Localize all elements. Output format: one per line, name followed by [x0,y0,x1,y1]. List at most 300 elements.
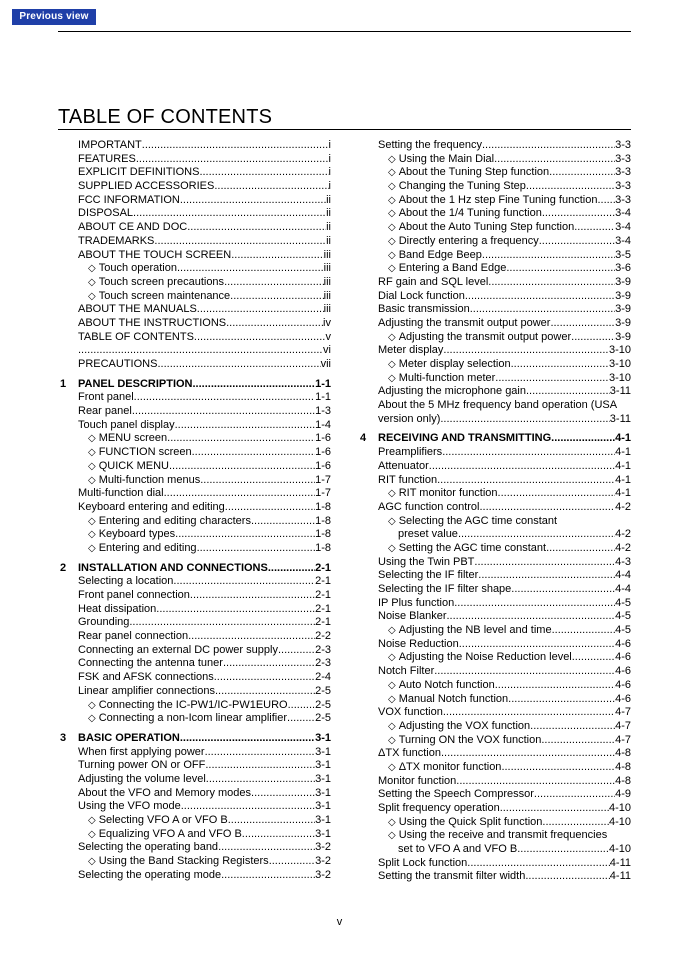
toc-entry-page: 3-1 [315,772,331,785]
diamond-bullet-icon: ◇ [388,208,396,220]
diamond-bullet-icon: ◇ [388,816,396,828]
toc-entry[interactable] [378,317,631,331]
toc-entry[interactable] [378,235,631,249]
toc-entry[interactable] [78,331,331,345]
toc-entry[interactable] [378,474,631,488]
toc-entry-title: Selecting the operating mode [78,868,222,881]
toc-entry-title: Touch screen precautions [98,275,225,288]
toc-entry-title: Entering a Band Edge [398,262,507,275]
toc-entry[interactable] [78,419,331,433]
dot-leader [188,630,315,644]
toc-entry-page: 3-6 [615,262,631,275]
toc-entry[interactable] [378,487,631,501]
toc-entry-title: FCC INFORMATION [78,193,180,206]
toc-entry-page: 4-4 [615,569,631,582]
dot-leader [193,378,316,392]
toc-entry-page: 2-3 [315,657,331,670]
toc-entry[interactable] [78,194,331,208]
toc-entry-title: Front panel [78,391,134,404]
toc-entry[interactable] [78,391,331,405]
section-number: 2 [60,561,67,574]
dot-leader [454,597,615,611]
toc-entry-page: 1-6 [315,432,331,445]
toc-entry-title: Changing the Tuning Step [398,180,526,193]
toc-entry-title: Selecting the operating band [78,841,219,854]
toc-entry[interactable] [78,575,331,589]
dot-leader [541,734,615,748]
toc-entry-title: About the VFO and Memory modes [78,786,252,799]
toc-entry-title: Adjusting the transmit output power [398,330,572,343]
dot-leader [552,624,616,638]
toc-entry[interactable] [378,460,631,474]
toc-entry-page: 3-11 [609,412,631,425]
diamond-bullet-icon: ◇ [88,474,96,486]
toc-entry-page: 3-9 [615,303,631,316]
dot-leader [175,419,315,433]
toc-entry[interactable] [378,528,631,542]
dot-leader [205,759,315,773]
toc-entry-page: 4-2 [615,528,631,541]
dot-leader [482,139,615,153]
toc-entry[interactable] [78,515,331,529]
toc-entry-title: Connecting the antenna tuner [78,657,223,670]
toc-entry-title: Multi-function meter [398,371,496,384]
toc-entry-page: 3-4 [615,221,631,234]
dot-leader [571,331,615,345]
toc-entry[interactable] [378,385,631,399]
dot-leader [572,651,615,665]
toc-entry-title: Monitor function [378,774,457,787]
toc-entry-title: ABOUT CE AND DOC [78,221,188,234]
toc-entry[interactable] [378,372,631,386]
toc-entry-title: RF gain and SQL level [378,275,489,288]
toc-entry-page: 3-9 [615,316,631,329]
toc-entry-title: Selecting the IF filter [378,569,479,582]
toc-entry[interactable] [78,542,331,556]
toc-entry[interactable] [78,474,331,488]
toc-entry-title: Using the Main Dial [398,152,495,165]
toc-entry-page: 3-9 [615,289,631,302]
toc-entry[interactable] [78,262,331,276]
dot-leader [511,358,609,372]
toc-entry-page: 4-5 [615,596,631,609]
diamond-bullet-icon: ◇ [388,720,396,732]
toc-entry-title: Using the VFO mode [78,800,181,813]
toc-entry-title: TABLE OF CONTENTS [78,330,194,343]
toc-entry[interactable] [378,693,631,707]
toc-entry[interactable] [78,235,331,249]
toc-entry-title: Turning power ON or OFF [78,759,206,772]
dot-leader [175,528,315,542]
toc-entry-title: Connecting an external DC power supply [78,643,278,656]
toc-entry[interactable] [378,556,631,570]
toc-entry[interactable] [378,221,631,235]
toc-entry-page: 3-3 [615,139,631,151]
dot-leader [459,638,615,652]
toc-entry-page: 1-8 [315,541,331,554]
dot-leader [164,487,316,501]
dot-leader [550,317,615,331]
toc-entry[interactable] [78,603,331,617]
dot-leader [443,344,609,358]
toc-entry-title: About the 1 Hz step Fine Tuning function [398,193,598,206]
toc-entry-title: ABOUT THE TOUCH SCREEN [78,248,232,261]
toc-entry-title: Touch screen maintenance [98,289,231,302]
toc-entry-title: Band Edge Beep [398,248,482,261]
toc-entry-title: Connecting the IC-PW1/IC-PW1EURO [98,698,288,711]
dot-leader [214,180,328,194]
toc-entry-title: Auto Notch function [398,678,495,691]
toc-entry-page: 1-6 [315,446,331,459]
toc-entry-page: i [328,166,331,179]
diamond-bullet-icon: ◇ [88,515,96,527]
dot-leader [456,775,615,789]
toc-entry[interactable] [378,857,631,871]
toc-entry[interactable] [78,276,331,290]
toc-entry[interactable] [378,331,631,345]
toc-entry-title: Linear amplifier connections [78,684,215,697]
dot-leader [129,616,315,630]
toc-entry[interactable] [378,542,631,556]
toc-entry[interactable] [78,746,331,760]
toc-entry-title: When first applying power [78,745,205,758]
toc-entry[interactable] [78,344,331,358]
dot-leader [498,487,616,501]
toc-entry-page: 1-3 [315,405,331,418]
toc-entry-page: iii [323,289,331,302]
diamond-bullet-icon: ◇ [88,542,96,554]
diamond-bullet-icon: ◇ [388,181,396,193]
dot-leader [607,829,631,843]
toc-entry[interactable] [78,671,331,685]
toc-entry[interactable] [78,460,331,474]
toc-entry-title: Multi-function menus [98,473,201,486]
dot-leader [136,153,329,167]
toc-entry[interactable] [78,589,331,603]
toc-entry[interactable] [78,249,331,263]
toc-entry-page: 4-4 [615,583,631,595]
page-number: v [336,916,343,928]
toc-entry[interactable] [78,501,331,515]
toc-section-entry[interactable] [60,377,331,392]
toc-entry[interactable] [78,855,331,869]
diamond-bullet-icon: ◇ [88,856,96,868]
toc-entry[interactable] [78,303,331,317]
toc-entry[interactable] [78,432,331,446]
toc-entry[interactable] [378,583,631,597]
toc-entry[interactable] [78,153,331,167]
dot-leader [142,139,329,153]
diamond-bullet-icon: ◇ [88,263,96,275]
toc-entry[interactable] [78,699,331,713]
toc-entry-page: 4-9 [615,788,631,801]
dot-leader [231,249,323,263]
toc-entry[interactable] [78,317,331,331]
toc-entry[interactable] [378,413,631,427]
toc-entry-title: Selecting the AGC time constant [398,514,558,527]
toc-entry[interactable] [78,207,331,221]
diamond-bullet-icon: ◇ [88,460,96,472]
toc-entry[interactable] [378,515,631,529]
dot-leader [437,474,615,488]
toc-entry[interactable] [378,569,631,583]
toc-entry-page: 4-6 [615,637,631,650]
toc-entry[interactable] [378,802,631,816]
diamond-bullet-icon: ◇ [388,331,396,343]
diamond-bullet-icon: ◇ [88,290,96,302]
toc-entry[interactable] [378,249,631,263]
toc-entry[interactable] [378,665,631,679]
toc-entry-title: PANEL DESCRIPTION [78,377,193,390]
diamond-bullet-icon: ◇ [388,222,396,234]
diamond-bullet-icon: ◇ [388,488,396,500]
dot-leader [251,787,315,801]
dot-leader [167,432,315,446]
dot-leader [549,166,615,180]
toc-entry[interactable] [378,207,631,221]
toc-entry[interactable] [378,624,631,638]
toc-entry[interactable] [378,153,631,167]
toc-entry-page: 3-4 [615,234,631,247]
diamond-bullet-icon: ◇ [88,699,96,711]
toc-entry-title: QUICK MENU [98,459,169,472]
toc-entry[interactable] [78,290,331,304]
toc-entry[interactable] [78,828,331,842]
dot-leader [440,413,609,427]
toc-entry[interactable] [378,761,631,775]
toc-entry-title: Manual Notch function [398,692,509,705]
toc-entry-title: FSK and AFSK connections [78,671,214,684]
dot-leader [443,706,615,720]
toc-entry[interactable] [378,638,631,652]
toc-entry[interactable] [78,644,331,658]
dot-leader [434,665,615,679]
toc-entry-title: About the Auto Tuning Step function [398,221,575,234]
dot-leader [495,372,609,386]
toc-section-entry[interactable] [60,731,331,746]
toc-entry[interactable] [78,616,331,630]
dot-leader [557,515,631,529]
toc-entry-page: 3-3 [615,166,631,179]
dot-leader [228,814,315,828]
toc-entry[interactable] [378,720,631,734]
dot-leader [511,583,615,597]
toc-entry-page: 2-5 [315,698,331,711]
toc-entry[interactable] [378,788,631,802]
toc-entry-title: INSTALLATION AND CONNECTIONS [78,561,268,574]
toc-entry-page: 2-1 [315,561,331,574]
toc-entry[interactable] [378,734,631,748]
dot-leader [173,575,315,589]
toc-entry[interactable] [78,869,331,883]
toc-entry[interactable] [378,180,631,194]
toc-entry-title: Meter display selection [398,358,511,370]
dot-leader [214,671,315,685]
dot-leader [467,857,610,871]
toc-entry-title: BASIC OPERATION [78,731,180,744]
toc-entry-page: 3-9 [615,330,631,343]
toc-entry-title: DISPOSAL [78,207,134,220]
dot-leader [251,515,315,529]
toc-entry-title: version only) [378,412,441,425]
toc-entry[interactable] [378,399,631,413]
toc-entry[interactable] [78,139,331,153]
toc-entry-title: Adjusting the transmit output power [378,316,551,329]
toc-entry-title: Keyboard entering and editing [78,500,225,513]
toc-entry[interactable] [378,775,631,789]
toc-entry[interactable] [78,800,331,814]
toc-entry[interactable] [78,358,331,372]
toc-entry-page: ii [326,234,331,247]
toc-entry[interactable] [78,180,331,194]
toc-entry[interactable] [78,685,331,699]
dot-leader [215,685,315,699]
dot-leader [226,317,323,331]
previous-view-button[interactable]: Previous view [12,9,96,25]
dot-leader [526,180,615,194]
toc-entry[interactable] [378,610,631,624]
toc-entry[interactable] [378,747,631,761]
dot-leader [269,855,315,869]
dot-leader [539,235,615,249]
toc-entry[interactable] [78,657,331,671]
toc-entry-title: TRADEMARKS [78,234,155,247]
diamond-bullet-icon: ◇ [388,830,396,842]
diamond-bullet-icon: ◇ [388,194,396,206]
toc-entry-page: 4-8 [615,747,631,760]
toc-entry-page: 3-10 [608,358,631,370]
diamond-bullet-icon: ◇ [388,652,396,664]
toc-entry[interactable] [78,814,331,828]
dot-leader [134,391,315,405]
toc-entry[interactable] [378,276,631,290]
diamond-bullet-icon: ◇ [388,515,396,527]
toc-entry[interactable] [78,712,331,726]
toc-entry[interactable] [378,262,631,276]
toc-entry[interactable] [78,773,331,787]
toc-entry-page: iii [323,262,331,275]
diamond-bullet-icon: ◇ [88,276,96,288]
dot-leader [133,207,326,221]
toc-section-entry[interactable] [360,432,631,446]
toc-entry-page: 2-2 [315,630,331,643]
toc-entry-title: set to VFO A and VFO B [398,843,518,856]
toc-entry-page: 2-5 [315,684,331,697]
diamond-bullet-icon: ◇ [388,372,396,384]
toc-entry-page: 4-5 [615,624,631,637]
toc-entry[interactable] [78,759,331,773]
toc-entry[interactable] [378,706,631,720]
toc-section-entry[interactable] [60,561,331,576]
toc-entry-title: Rear panel [78,405,132,418]
dot-leader [197,542,316,556]
toc-entry-page: ii [326,221,331,234]
toc-entry[interactable] [378,446,631,460]
toc-entry[interactable] [378,139,631,153]
toc-entry-page: 3-3 [615,180,631,193]
toc-entry[interactable] [78,221,331,235]
toc-entry-title: Setting the Speech Compressor [378,788,534,801]
toc-entry[interactable] [378,870,631,884]
dot-leader [78,344,323,358]
toc-entry-page: 3-2 [315,841,331,854]
toc-entry-page: 3-1 [315,745,331,758]
toc-entry[interactable] [378,290,631,304]
toc-entry[interactable] [378,597,631,611]
toc-entry-title: Heat dissipation [78,602,157,615]
toc-entry-page: 3-4 [615,207,631,220]
toc-entry-title: Notch Filter [378,665,435,678]
toc-entry[interactable] [78,405,331,419]
toc-entry-title: About the 1/4 Tuning function [398,207,542,220]
diamond-bullet-icon: ◇ [88,815,96,826]
dot-leader [199,166,328,180]
toc-entry[interactable] [78,166,331,180]
dot-leader [494,153,615,167]
toc-entry-page: 4-1 [615,459,631,472]
toc-entry-page: 4-6 [615,678,631,691]
toc-entry[interactable] [378,194,631,208]
dot-leader [221,869,315,883]
diamond-bullet-icon: ◇ [388,625,396,637]
toc-entry-title: Multi-function dial [78,487,164,500]
toc-entry[interactable] [378,651,631,665]
toc-entry-page: i [328,152,331,165]
toc-entry[interactable] [378,358,631,372]
toc-entry-title: Meter display [378,344,444,357]
toc-entry[interactable] [78,487,331,501]
toc-entry-title: Selecting VFO A or VFO B [98,814,228,826]
toc-entry[interactable] [78,841,331,855]
dot-leader [154,235,326,249]
toc-entry[interactable] [78,446,331,460]
dot-leader [169,460,315,474]
dot-leader [192,446,315,460]
dot-leader [458,528,615,542]
toc-entry-title: Entering and editing characters [98,514,251,527]
toc-entry-title: Setting the AGC time constant [398,541,547,554]
toc-entry[interactable] [378,829,631,843]
toc-entry-title: About the 5 MHz frequency band operation (USA [378,399,618,412]
toc-entry-page: 4-2 [615,500,631,513]
toc-entry[interactable] [78,787,331,801]
toc-entry-page: iv [323,316,331,329]
diamond-bullet-icon: ◇ [388,263,396,275]
toc-entry-title: Rear panel connection [78,630,189,643]
toc-entry-title: Adjusting the VOX function [398,719,531,732]
toc-entry[interactable] [78,630,331,644]
toc-entry[interactable] [378,501,631,515]
toc-entry-title: ΔTX function [378,747,441,760]
dot-leader [441,747,615,761]
toc-entry-title: MENU screen [98,432,168,445]
toc-entry-page: 4-2 [615,541,631,554]
toc-entry[interactable] [378,303,631,317]
toc-entry-title: FUNCTION screen [98,446,192,459]
toc-entry-page: 4-10 [608,843,631,856]
toc-entry[interactable] [378,816,631,830]
toc-entry-title: VOX function [378,706,443,719]
toc-entry[interactable] [78,528,331,542]
toc-entry[interactable] [378,679,631,693]
toc-entry-page: 4-7 [615,706,631,719]
toc-entry[interactable] [378,166,631,180]
toc-entry[interactable] [378,843,631,857]
dot-leader [429,460,615,474]
dot-leader [574,221,615,235]
toc-entry[interactable] [378,344,631,358]
toc-entry-page: 3-1 [315,800,331,813]
